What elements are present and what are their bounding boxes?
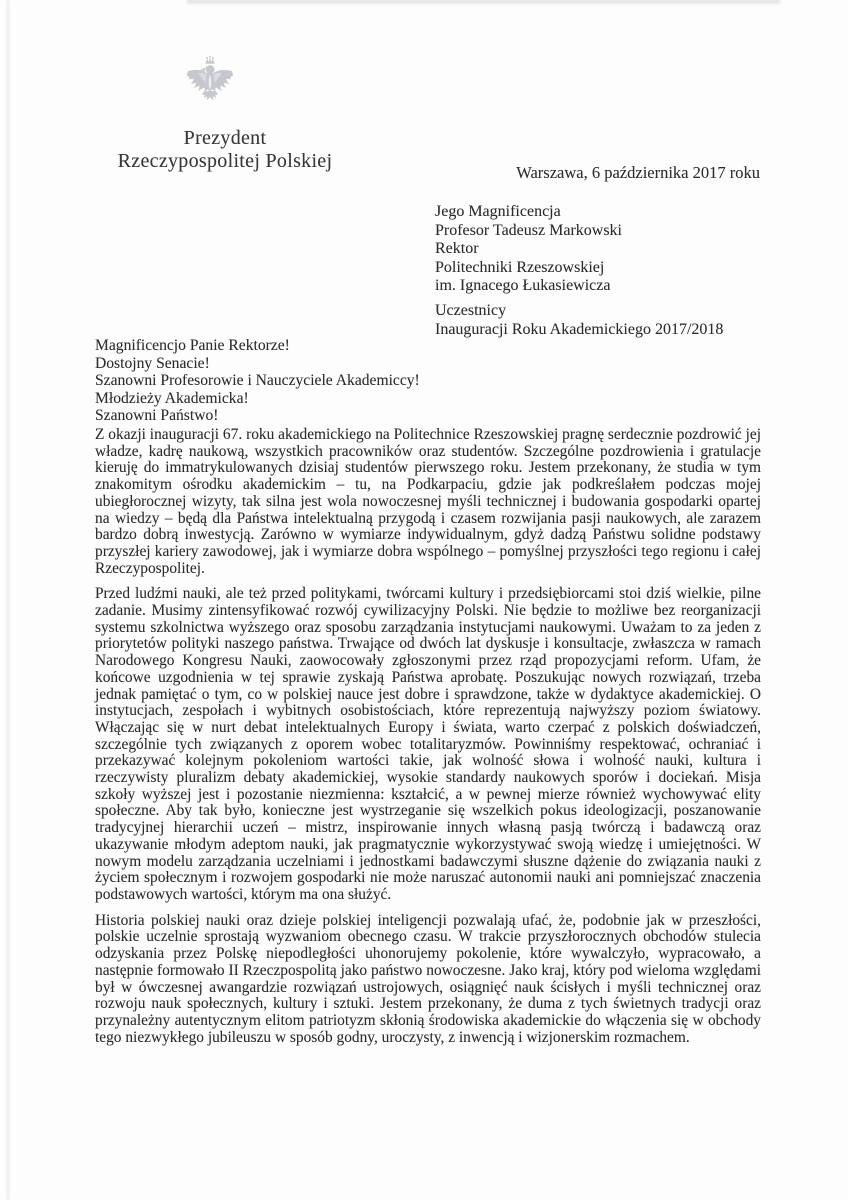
recipient-line: Jego Magnificencja [435,203,561,220]
salutation-line: Magnificencjo Panie Rektorze! [95,337,290,354]
sender-title-line1: Prezydent [183,127,267,149]
salutation-line: Młodzieży Akademicka! [95,389,249,407]
recipient-line: Politechniki Rzeszowskiej [435,258,605,276]
recipient-line: im. Ignacego Łukasiewicza [435,277,611,295]
addressee-lines [435,203,723,296]
salutation-block [95,337,420,425]
body-paragraph: Historia polskiej nauki oraz dzieje polskiej inteligencji pozwalają ufać, że, podobnie jak w przeszłości, polskie uczelnie sprostają wyzwaniom obecnego czasu. W trakcie przyszłorocznych obchodów stulecia odzyskania przez Polskę niepodległości uhonorujemy pokolenie, które wywalczyło, wypracowało, a następnie formowało II Rzeczpospolitą jako państwo nowoczesne. Jako kraj, który pod wieloma względami był w ówczesnej awangardzie rozwiązań ustrojowych, osiągnięć nauk ścisłych i myśli technicznej oraz rozwoju nauk społecznych, kultury i sztuki. Jestem przekonany, że duma z tych świetnych tradycji oraz przynależny autentycznym elitom patriotyzm skłonią środowiska akademickie do włączenia się w obchody tego niezwykłego jubileuszu w sposób godny, uroczysty, z inwencją i wizjonerskim rozmachem. [95,911,761,1046]
salutation-line: Dostojny Senacie! [95,354,210,372]
letter-body [95,427,761,1046]
dateline: Warszawa, 6 października 2017 roku [516,163,760,182]
scan-artifact-left-edge [7,0,9,1200]
recipient-line: Profesor Tadeusz Markowski [435,221,622,239]
body-paragraph: Z okazji inauguracji 67. roku akademickiego na Politechnice Rzeszowskiej pragnę serdecznie pozdrowić jej władze, kadrę naukową, wszystkich pracowników oraz studentów. Szczególne pozdrowienia i gratulacje kieruję do immatrykulowanych dzisiaj studentów pierwszego roku. Jestem przekonany, że studia w tym znakomitym ośrodku akademickim – tu, na Podkarpaciu, gdzie jak podkreślałem podczas mojej ubiegłorocznej wizyty, tak silna jest wola nowoczesnej myśli technicznej i budowania gospodarki opartej na wiedzy – będą dla Państwa intelektualną przygodą i czasem rozwijania pasji naukowych, ale zarazem bardzo dobrą inwestycją. Zarówno w wymiarze indywidualnym, gdyż dadzą Państwu solidne podstawy przyszłej kariery zawodowej, jak i wymiarze dobra wspólnego – pomyślnej przyszłości tego regionu i całej Rzeczypospolitej. [95,426,761,577]
scan-artifact-top [187,0,781,5]
recipient-line: Uczestnicy [435,301,507,319]
salutation-line: Szanowni Profesorowie i Nauczyciele Akademiccy! [95,372,420,389]
sender-title-block [83,127,367,173]
recipient-block [435,203,723,339]
body-paragraph: Przed ludźmi nauki, ale też przed politykami, twórcami kultury i przedsiębiorcami stoi dziś wielkie, pilne zadanie. Musimy zintensyfikować rozwój cywilizacyjny Polski. Nie będzie to możliwe bez reorganizacji systemu szkolnictwa wyższego oraz sposobu zarządzania instytucjami naukowymi. Uważam to za jeden z priorytetów polityki naszego państwa. Trwające od dwóch lat dyskusje i konsultacje, zwłaszcza w ramach Narodowego Kongresu Nauki, zaowocowały zgłoszonymi przez rząd propozycjami reform. Ufam, że końcowe uzgodnienia w tej sprawie zyskają Państwa aprobatę. Poszukując nowych rozwiązań, trzeba jednak pamiętać o tym, co w polskiej nauce jest dobre i sprawdzone, także w dydaktyce akademickiej. O instytucjach, zespołach i wybitnych osobistościach, które reprezentują najwyższy poziom światowy. Włączając się w nurt debat intelektualnych Europy i świata, warto czerpać z polskich doświadczeń, szczególnie tych związanych z oporem wobec totalitaryzmów. Powinniśmy respektować, ochraniać i przekazywać kolejnym pokoleniom wartości takie, jak wolność słowa i wolność nauki, kultura i rzeczywisty pluralizm debaty akademickiej, wysokie standardy naukowych sporów i dociekań. Misja szkoły wyższej jest i pozostanie niezmienna: kształcić, a w pewnej mierze również wychowywać elity społeczne. Aby tak było, konieczne jest wystrzeganie się wszelkich pokus ideologizacji, poszanowanie tradycyjnej hierarchii uczeń – mistrz, inspirowanie innych własną pasją twórczą i badawczą oraz ukazywanie młodym adeptom nauki, jak pragmatycznie wykorzystywać swoją wiedzę i umiejętności. W nowym modelu zarządzania uczelniami i jednostkami badawczymi słuszne dążenie do związania nauki z życiem społecznym i rozwojem gospodarki nie może naruszać autonomii nauki ani pomniejszać znaczenia podstawowych wartości, którym ma ona służyć. [95,585,761,903]
sender-title-line2: Rzeczypospolitej Polskiej [117,150,333,172]
eagle-emblem-icon [181,46,239,122]
recipient-line: Rektor [435,240,479,258]
recipient-line: Inauguracji Roku Akademickiego 2017/2018 [435,320,724,338]
participants-lines [435,302,723,339]
salutation-line: Szanowni Państwo! [95,407,219,424]
